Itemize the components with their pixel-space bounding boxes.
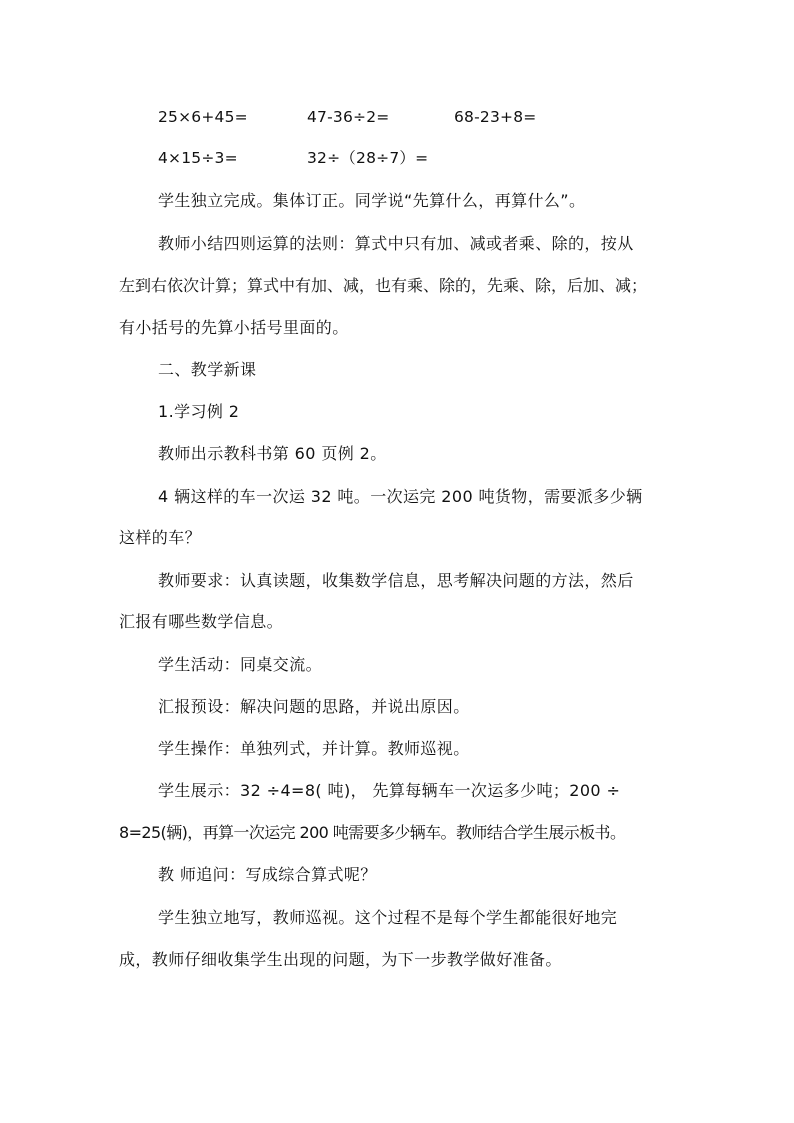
equation-3: 68-23+8=	[454, 108, 537, 126]
paragraph-line: 学生活动：同桌交流。	[158, 655, 323, 674]
equation-4: 4×15÷3=	[158, 149, 238, 167]
section-heading: 二、教学新课	[158, 360, 257, 379]
paragraph-line: 教师要求：认真读题，收集数学信息，思考解决问题的方法，然后	[158, 571, 634, 590]
paragraph-line: 8=25(辆)，再算一次运完 200 吨需要多少辆车。教师结合学生展示板书。	[119, 823, 626, 842]
paragraph-line: 汇报预设：解决问题的思路，并说出原因。	[158, 697, 470, 716]
paragraph-line: 汇报有哪些数学信息。	[119, 612, 284, 631]
paragraph-line: 有小括号的先算小括号里面的。	[119, 318, 349, 337]
paragraph-line: 成，教师仔细收集学生出现的问题，为下一步教学做好准备。	[119, 950, 562, 969]
paragraph-line: 4 辆这样的车一次运 32 吨。一次运完 200 吨货物，需要派多少辆	[158, 487, 643, 506]
paragraph-line: 学生独立地写，教师巡视。这个过程不是每个学生都能很好地完	[158, 908, 618, 927]
paragraph-line: 这样的车？	[119, 528, 202, 547]
paragraph-line: 教师出示教科书第 60 页例 2。	[158, 444, 387, 463]
equation-2: 47-36÷2=	[307, 108, 390, 126]
equation-1: 25×6+45=	[158, 108, 248, 126]
paragraph-line: 教 师追问：写成综合算式呢？	[158, 865, 377, 884]
paragraph-line: 学生操作：单独列式，并计算。教师巡视。	[158, 739, 470, 758]
equation-5: 32÷（28÷7）=	[307, 149, 429, 167]
paragraph-line: 教师小结四则运算的法则：算式中只有加、减或者乘、除的，按从	[158, 234, 634, 253]
paragraph-line: 学生独立完成。集体订正。同学说“先算什么，再算什么”。	[158, 191, 586, 210]
subsection-heading: 1.学习例 2	[158, 402, 240, 421]
paragraph-line: 左到右依次计算；算式中有加、减，也有乘、除的，先乘、除，后加、减；	[119, 276, 648, 295]
paragraph-line: 学生展示：32 ÷4=8( 吨)， 先算每辆车一次运多少吨；200 ÷	[158, 781, 621, 800]
